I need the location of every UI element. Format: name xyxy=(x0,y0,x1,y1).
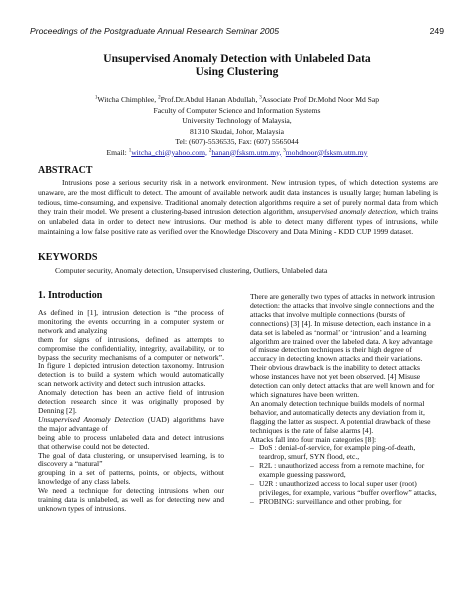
section-heading-introduction: 1. Introduction xyxy=(38,290,103,301)
paper-title xyxy=(0,53,474,79)
running-header xyxy=(30,26,444,38)
list-item: – U2R : unauthorized access to local super user (root) privileges, for example, various “buffer overflow” attacks, xyxy=(250,479,437,497)
list-item: – PROBING: surveillance and other probing, for xyxy=(250,496,402,506)
paragraph: An anomaly detection technique builds models of normal behavior, and automatically detects any deviation from it, flagging the latter as suspect. A potential drawback of these techniques is the rate of false alarms [4]. xyxy=(250,398,431,435)
paragraph: We need a technique for detecting intrusions when our training data is unlabeled, as well as for detecting new and unknown types of intrusions. xyxy=(38,486,224,513)
paragraph: Attacks fall into four main categories [8]: xyxy=(250,434,377,444)
abstract-emphasis: unsupervised anomaly detection, xyxy=(297,207,398,217)
running-title: Proceedings of the Postgraduate Annual Research Seminar 2005 xyxy=(30,26,280,36)
affiliation-line-2: University Technology of Malaysia, xyxy=(182,116,292,125)
paragraph: grouping in a set of patterns, points, or objects, without knowledge of any class labels. xyxy=(38,468,224,487)
list-item: – DoS : denial-of-service, for example ping-of-death, teardrop, smurf, SYN flood, etc., xyxy=(250,443,416,462)
paragraph: As defined in [1], intrusion detection is “the process of monitoring the events occurring in a computer system or network and analyzing xyxy=(38,308,224,335)
keywords-heading: KEYWORDS xyxy=(38,252,98,263)
email-link-3[interactable]: mohdnoor@fsksm.utm.my xyxy=(285,147,368,157)
email-line: Email: $^1$witcha_chi@yahoo.com, $^2$hanan@fsksm.utm.my, $^3$mohdnoor@fsksm.utm.my xyxy=(106,147,368,157)
right-column xyxy=(250,293,440,507)
email-link-2[interactable]: hanan@fsksm.utm.my, xyxy=(211,147,282,157)
paragraph: The goal of data clustering, or unsupervised learning, is to discovery a “natural” xyxy=(38,450,224,469)
uad-term: Unsupervised Anomaly Detection xyxy=(38,414,144,424)
affiliation-line-1: Faculty of Computer Science and Information Systems xyxy=(153,105,321,115)
left-column xyxy=(38,309,224,514)
author-block xyxy=(0,95,474,158)
abstract-heading: ABSTRACT xyxy=(38,165,93,176)
phone-fax-line: Tel: (607)-5536535, Fax: (607) 5565044 xyxy=(175,137,299,146)
title-line-1: Unsupervised Anomaly Detection with Unlabeled Data xyxy=(103,53,371,65)
paragraph: being able to process unlabeled data and detect intrusions that otherwise could not be detected. xyxy=(38,432,224,451)
paragraph: Anomaly detection has been an active field of intrusion detection research since it was originally proposed by Denning [2]. xyxy=(38,388,224,415)
title-line-2: Using Clustering xyxy=(195,66,279,78)
abstract-text: Intrusions pose a serious security risk in a network environment. New intrusion types, of which detection systems are unaware, are the most difficult to detect. The amount of available network audit data instances is usually large; human labeling is tedious, time-consuming, and expensive. Traditional anomaly detection algorithms require a set of purely normal data from which they train their model. We present a clustering-based intrusion detection algorithm, unsupervised anomaly detection, which trains on unlabeled data in order to detect new intrusions. Our method is able to detect many different types of intrusions, while maintaining a low false positive rate as verified over the Knowledge Discovery and Data Mining - KDD CUP 1999 dataset. xyxy=(38,178,439,236)
paragraph: them for signs of intrusions, defined as attempts to compromise the confidentiality, integrity, availability, or to bypass the security mechanisms of a computer or network”. In figure 1 depicted intrusion detection taxonomy. Intrusion detection is to build a system which would automatically scan network activity and detect such intrusion attacks. xyxy=(38,334,224,389)
email-link-1[interactable]: witcha_chi@yahoo.com, xyxy=(131,147,207,157)
list-item: – R2L : unauthorized access from a remote machine, for example guessing password, xyxy=(250,461,425,480)
page-number: 249 xyxy=(429,26,444,36)
author-names: $^1$Witcha Chimphlee, $^2$Prof.Dr.Abdul Hanan Abdullah, $^3$Associate Prof Dr.Mohd Noor Md Sap xyxy=(94,95,380,104)
keywords-text: Computer security, Anomaly detection, Unsupervised clustering, Outliers, Unlabeled data xyxy=(55,266,328,275)
paragraph: There are generally two types of attacks in network intrusion detection: the attacks that involve single connections and the attacks that involve multiple connections (bursts of connections) [3] [4]. In misuse detection, each instance in a data set is labeled as ‘normal’ or ‘intrusion’ and a learning algorithm are trained over the labeled data. A key advantage of misuse detection techniques is their high degree of accuracy in detecting known attacks and their variations. Their obvious drawback is the inability to detect attacks whose instances have not yet been observed. [4] Misuse detection can only detect attacks that are well known and for which signatures have been written. xyxy=(250,292,435,399)
affiliation-line-3: 81310 Skudai, Johor, Malaysia xyxy=(190,126,284,136)
paragraph: Unsupervised Anomaly Detection (UAD) algorithms have the major advantage of xyxy=(38,414,224,433)
